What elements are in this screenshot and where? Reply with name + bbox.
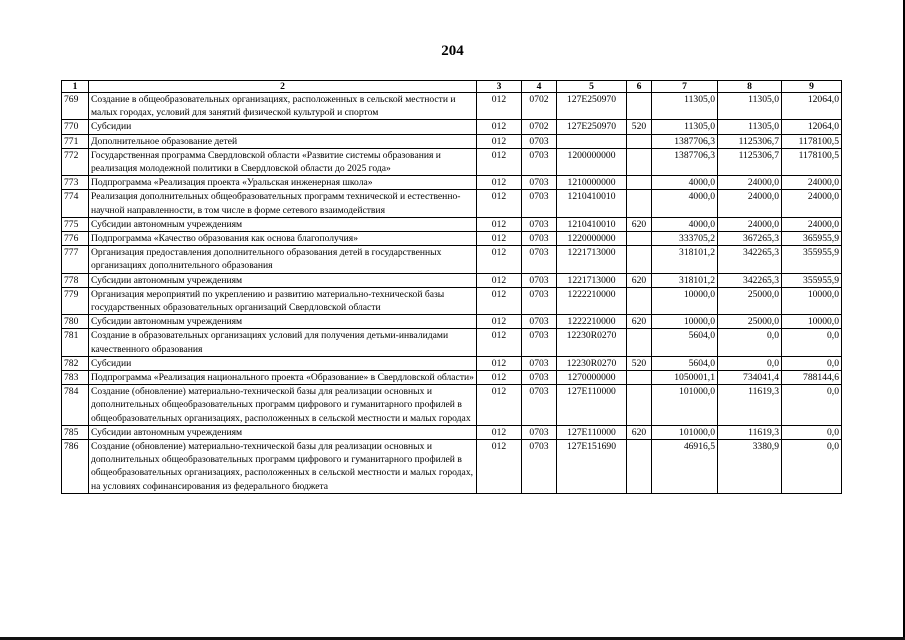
cell-c6 xyxy=(627,440,652,494)
cell-name: Организация предоставления дополнительного образования детей в государственных организациях дополнительного образования xyxy=(89,246,477,273)
cell-c9: 1178100,5 xyxy=(782,148,842,175)
cell-c9: 355955,9 xyxy=(782,273,842,287)
cell-c4: 0703 xyxy=(522,217,557,231)
cell-c9: 10000,0 xyxy=(782,287,842,314)
cell-name: Создание в общеобразовательных организациях, расположенных в сельской местности и малых городах, условий для занятий физической культурой и спортом xyxy=(89,93,477,120)
table-row xyxy=(62,329,842,356)
cell-c6 xyxy=(627,232,652,246)
cell-c8: 11619,3 xyxy=(718,425,782,439)
cell-num: 781 xyxy=(62,329,89,356)
cell-num: 774 xyxy=(62,190,89,217)
cell-c9: 24000,0 xyxy=(782,217,842,231)
cell-c6 xyxy=(627,176,652,190)
cell-c4: 0703 xyxy=(522,440,557,494)
cell-c5: 1210410010 xyxy=(557,190,627,217)
cell-c7: 1387706,3 xyxy=(652,148,718,175)
cell-c6 xyxy=(627,371,652,385)
cell-c6 xyxy=(627,190,652,217)
column-header: 4 xyxy=(522,81,557,93)
cell-c3: 012 xyxy=(477,315,522,329)
cell-c6 xyxy=(627,246,652,273)
cell-c8: 24000,0 xyxy=(718,190,782,217)
cell-c4: 0703 xyxy=(522,371,557,385)
cell-c3: 012 xyxy=(477,329,522,356)
cell-name: Государственная программа Свердловской области «Развитие системы образования и реализация молодежной политики в Свердловской области до 2025 года» xyxy=(89,148,477,175)
cell-name: Создание в образовательных организациях условий для получения детьми-инвалидами качественного образования xyxy=(89,329,477,356)
table-row xyxy=(62,371,842,385)
cell-c5: 1221713000 xyxy=(557,273,627,287)
cell-c4: 0703 xyxy=(522,134,557,148)
cell-num: 772 xyxy=(62,148,89,175)
cell-c3: 012 xyxy=(477,273,522,287)
cell-c8: 0,0 xyxy=(718,329,782,356)
cell-c7: 4000,0 xyxy=(652,190,718,217)
cell-c4: 0703 xyxy=(522,190,557,217)
table-row xyxy=(62,315,842,329)
cell-c4: 0703 xyxy=(522,329,557,356)
cell-c9: 0,0 xyxy=(782,329,842,356)
cell-c9: 24000,0 xyxy=(782,176,842,190)
cell-c7: 101000,0 xyxy=(652,385,718,426)
cell-c8: 0,0 xyxy=(718,356,782,370)
cell-num: 775 xyxy=(62,217,89,231)
cell-name: Организация мероприятий по укреплению и развитию материально-технической базы государственных образовательных организаций Свердловской области xyxy=(89,287,477,314)
cell-name: Субсидии xyxy=(89,120,477,134)
cell-c8: 25000,0 xyxy=(718,287,782,314)
cell-c6 xyxy=(627,287,652,314)
cell-c6 xyxy=(627,134,652,148)
cell-c8: 734041,4 xyxy=(718,371,782,385)
cell-c8: 367265,3 xyxy=(718,232,782,246)
cell-c6: 520 xyxy=(627,120,652,134)
cell-c5: 127E110000 xyxy=(557,425,627,439)
cell-name: Подпрограмма «Реализация национального проекта «Образование» в Свердловской области» xyxy=(89,371,477,385)
cell-num: 783 xyxy=(62,371,89,385)
cell-c4: 0703 xyxy=(522,385,557,426)
cell-c9: 10000,0 xyxy=(782,315,842,329)
cell-c4: 0703 xyxy=(522,425,557,439)
cell-c5: 1221713000 xyxy=(557,246,627,273)
cell-c5: 127E250970 xyxy=(557,120,627,134)
header-row xyxy=(62,81,842,93)
cell-c3: 012 xyxy=(477,287,522,314)
column-header: 8 xyxy=(718,81,782,93)
cell-c9: 12064,0 xyxy=(782,93,842,120)
cell-c6 xyxy=(627,93,652,120)
cell-c7: 1050001,1 xyxy=(652,371,718,385)
cell-name: Субсидии автономным учреждениям xyxy=(89,217,477,231)
column-header: 9 xyxy=(782,81,842,93)
cell-num: 769 xyxy=(62,93,89,120)
cell-c3: 012 xyxy=(477,440,522,494)
cell-c4: 0703 xyxy=(522,232,557,246)
table-row xyxy=(62,134,842,148)
cell-c8: 11619,3 xyxy=(718,385,782,426)
cell-c7: 4000,0 xyxy=(652,176,718,190)
cell-num: 777 xyxy=(62,246,89,273)
cell-c6: 520 xyxy=(627,356,652,370)
cell-c5: 1210410010 xyxy=(557,217,627,231)
column-header: 6 xyxy=(627,81,652,93)
cell-num: 770 xyxy=(62,120,89,134)
cell-num: 776 xyxy=(62,232,89,246)
cell-c5: 127E110000 xyxy=(557,385,627,426)
cell-c4: 0702 xyxy=(522,93,557,120)
cell-c7: 318101,2 xyxy=(652,246,718,273)
page-number: 204 xyxy=(441,43,464,59)
cell-c3: 012 xyxy=(477,120,522,134)
cell-c3: 012 xyxy=(477,356,522,370)
column-header: 3 xyxy=(477,81,522,93)
cell-c8: 25000,0 xyxy=(718,315,782,329)
cell-c4: 0703 xyxy=(522,176,557,190)
cell-c3: 012 xyxy=(477,134,522,148)
cell-c7: 333705,2 xyxy=(652,232,718,246)
cell-c9: 12064,0 xyxy=(782,120,842,134)
cell-c3: 012 xyxy=(477,148,522,175)
table-row xyxy=(62,148,842,175)
cell-num: 778 xyxy=(62,273,89,287)
table-row xyxy=(62,190,842,217)
cell-c8: 24000,0 xyxy=(718,217,782,231)
cell-c7: 5604,0 xyxy=(652,356,718,370)
cell-c8: 1125306,7 xyxy=(718,134,782,148)
cell-c6 xyxy=(627,385,652,426)
cell-c4: 0703 xyxy=(522,356,557,370)
cell-num: 786 xyxy=(62,440,89,494)
cell-c4: 0703 xyxy=(522,315,557,329)
cell-c3: 012 xyxy=(477,385,522,426)
cell-c8: 11305,0 xyxy=(718,93,782,120)
cell-c5 xyxy=(557,134,627,148)
cell-c7: 318101,2 xyxy=(652,273,718,287)
cell-c5: 127E151690 xyxy=(557,440,627,494)
table-row xyxy=(62,385,842,426)
cell-c3: 012 xyxy=(477,246,522,273)
cell-c3: 012 xyxy=(477,217,522,231)
table-row xyxy=(62,232,842,246)
cell-num: 785 xyxy=(62,425,89,439)
cell-name: Создание (обновление) материально-технической базы для реализации основных и дополнительных общеобразовательных программ цифрового и гуманитарного профилей в общеобразовательных организациях, расположенных в сельской местности и малых городах xyxy=(89,385,477,426)
cell-c4: 0703 xyxy=(522,287,557,314)
cell-c8: 1125306,7 xyxy=(718,148,782,175)
cell-c5: 127E250970 xyxy=(557,93,627,120)
table-row xyxy=(62,273,842,287)
table-row xyxy=(62,425,842,439)
cell-c4: 0703 xyxy=(522,246,557,273)
cell-name: Подпрограмма «Качество образования как основа благополучия» xyxy=(89,232,477,246)
cell-name: Субсидии автономным учреждениям xyxy=(89,273,477,287)
column-header: 2 xyxy=(89,81,477,93)
cell-c6: 620 xyxy=(627,217,652,231)
budget-table xyxy=(61,80,842,494)
cell-c7: 11305,0 xyxy=(652,120,718,134)
cell-c3: 012 xyxy=(477,232,522,246)
cell-c3: 012 xyxy=(477,176,522,190)
cell-num: 784 xyxy=(62,385,89,426)
cell-c7: 5604,0 xyxy=(652,329,718,356)
cell-c7: 101000,0 xyxy=(652,425,718,439)
cell-c5: 1222210000 xyxy=(557,287,627,314)
cell-c9: 0,0 xyxy=(782,440,842,494)
cell-c9: 24000,0 xyxy=(782,190,842,217)
cell-c7: 46916,5 xyxy=(652,440,718,494)
cell-c9: 355955,9 xyxy=(782,246,842,273)
cell-num: 779 xyxy=(62,287,89,314)
table-row xyxy=(62,176,842,190)
cell-c6: 620 xyxy=(627,425,652,439)
cell-c7: 1387706,3 xyxy=(652,134,718,148)
cell-c4: 0702 xyxy=(522,120,557,134)
cell-c6 xyxy=(627,329,652,356)
cell-c4: 0703 xyxy=(522,148,557,175)
cell-name: Дополнительное образование детей xyxy=(89,134,477,148)
table-row xyxy=(62,93,842,120)
cell-name: Подпрограмма «Реализация проекта «Уральская инженерная школа» xyxy=(89,176,477,190)
cell-c8: 24000,0 xyxy=(718,176,782,190)
cell-c9: 365955,9 xyxy=(782,232,842,246)
cell-c9: 0,0 xyxy=(782,356,842,370)
cell-c4: 0703 xyxy=(522,273,557,287)
cell-c8: 342265,3 xyxy=(718,273,782,287)
cell-c8: 3380,9 xyxy=(718,440,782,494)
table-row xyxy=(62,356,842,370)
cell-c5: 1270000000 xyxy=(557,371,627,385)
table-row xyxy=(62,287,842,314)
cell-num: 773 xyxy=(62,176,89,190)
cell-c5: 1210000000 xyxy=(557,176,627,190)
cell-c6: 620 xyxy=(627,315,652,329)
cell-c3: 012 xyxy=(477,371,522,385)
cell-num: 782 xyxy=(62,356,89,370)
cell-c5: 12230R0270 xyxy=(557,356,627,370)
cell-c5: 1200000000 xyxy=(557,148,627,175)
cell-c8: 11305,0 xyxy=(718,120,782,134)
cell-c9: 0,0 xyxy=(782,385,842,426)
table-row xyxy=(62,246,842,273)
cell-c6: 620 xyxy=(627,273,652,287)
cell-c5: 1222210000 xyxy=(557,315,627,329)
cell-name: Создание (обновление) материально-технической базы для реализации основных и дополнительных общеобразовательных программ цифрового и гуманитарного профилей в общеобразовательных организациях, расположенных в сельской местности и малых городах, на условиях софинансирования из федерального бюджета xyxy=(89,440,477,494)
cell-c8: 342265,3 xyxy=(718,246,782,273)
cell-num: 771 xyxy=(62,134,89,148)
cell-c3: 012 xyxy=(477,93,522,120)
cell-name: Реализация дополнительных общеобразовательных программ технической и естественно-научной направленности, в том числе в форме сетевого взаимодействия xyxy=(89,190,477,217)
cell-c7: 10000,0 xyxy=(652,287,718,314)
table-row xyxy=(62,217,842,231)
table-row xyxy=(62,120,842,134)
cell-name: Субсидии автономным учреждениям xyxy=(89,425,477,439)
cell-c7: 10000,0 xyxy=(652,315,718,329)
cell-name: Субсидии автономным учреждениям xyxy=(89,315,477,329)
cell-name: Субсидии xyxy=(89,356,477,370)
cell-num: 780 xyxy=(62,315,89,329)
table-row xyxy=(62,440,842,494)
cell-c6 xyxy=(627,148,652,175)
column-header: 7 xyxy=(652,81,718,93)
cell-c5: 1220000000 xyxy=(557,232,627,246)
cell-c9: 0,0 xyxy=(782,425,842,439)
cell-c7: 4000,0 xyxy=(652,217,718,231)
cell-c9: 1178100,5 xyxy=(782,134,842,148)
column-header: 5 xyxy=(557,81,627,93)
cell-c3: 012 xyxy=(477,190,522,217)
cell-c3: 012 xyxy=(477,425,522,439)
column-header: 1 xyxy=(62,81,89,93)
cell-c7: 11305,0 xyxy=(652,93,718,120)
cell-c9: 788144,6 xyxy=(782,371,842,385)
cell-c5: 12230R0270 xyxy=(557,329,627,356)
